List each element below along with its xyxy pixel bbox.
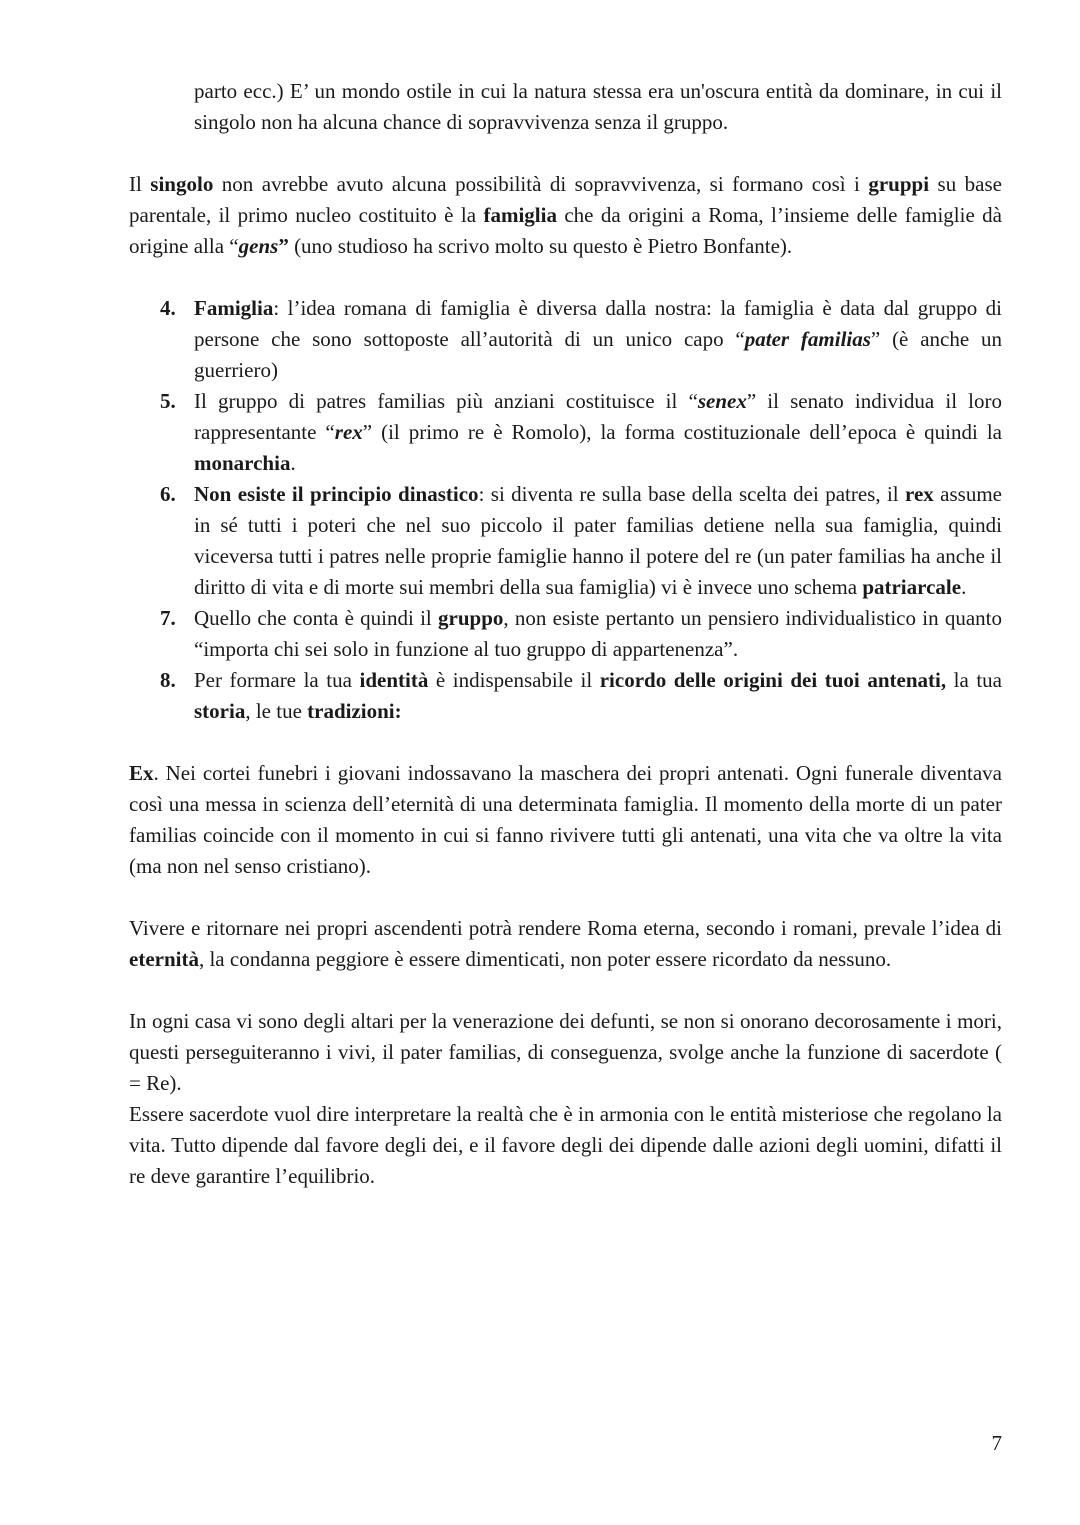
spacer: [129, 882, 1002, 913]
spacer: [129, 975, 1002, 1006]
page-number: 7: [991, 1431, 1002, 1455]
list-number: 8.: [160, 668, 176, 692]
paragraph-example: Ex. Nei cortei funebri i giovani indossavano la maschera dei propri antenati. Ogni funerale diventava così una messa in scienza dell’eternità di una determinata famiglia. Il momento della morte di un pater familias coincide con il momento in cui si fanno rivivere tutti gli antenati, una vita che va oltre la vita (ma non nel senso cristiano).: [129, 761, 1002, 878]
list-item-8: 8. Per formare la tua identità è indispensabile il ricordo delle origini dei tuoi antenati, la tua storia, le tue tradizioni:: [129, 665, 1002, 727]
paragraph-priest: Essere sacerdote vuol dire interpretare la realtà che è in armonia con le entità misteriose che regolano la vita. Tutto dipende dal favore degli dei, e il favore degli dei dipende dalle azioni degli uomini, difatti il re deve garantire l’equilibrio.: [129, 1102, 1002, 1188]
list-number: 4.: [160, 296, 176, 320]
document-page: [129, 76, 1002, 1192]
numbered-list: [129, 293, 1002, 727]
list-item-5: 5. Il gruppo di patres familias più anziani costituisce il “senex” il senato individua il loro rappresentante “rex” (il primo re è Romolo), la forma costituzionale dell’epoca è quindi la monarchia.: [129, 386, 1002, 479]
list-item-7: 7. Quello che conta è quindi il gruppo, non esiste pertanto un pensiero individualistico in quanto “importa chi sei solo in funzione al tuo gruppo di appartenenza”.: [129, 603, 1002, 665]
intro-paragraph: parto ecc.) E’ un mondo ostile in cui la natura stessa era un'oscura entità da dominare, in cui il singolo non ha alcuna chance di sopravvivenza senza il gruppo.: [194, 79, 1002, 134]
spacer: [129, 727, 1002, 758]
list-number: 6.: [160, 482, 176, 506]
list-item-4: 4. Famiglia: l’idea romana di famiglia è diversa dalla nostra: la famiglia è data dal gruppo di persone che sono sottoposte all’autorità di un unico capo “pater familias” (è anche un guerriero): [129, 293, 1002, 386]
paragraph-singolo: Il singolo non avrebbe avuto alcuna possibilità di sopravvivenza, si formano così i gruppi su base parentale, il primo nucleo costituito è la famiglia che da origini a Roma, l’insieme delle famiglie dà origine alla “gens” (uno studioso ha scrivo molto su questo è Pietro Bonfante).: [129, 172, 1002, 258]
list-number: 7.: [160, 606, 176, 630]
spacer: [129, 262, 1002, 293]
list-number: 5.: [160, 389, 176, 413]
paragraph-eternity: Vivere e ritornare nei propri ascendenti potrà rendere Roma eterna, secondo i romani, prevale l’idea di eternità, la condanna peggiore è essere dimenticati, non poter essere ricordato da nessuno.: [129, 916, 1002, 971]
paragraph-altars: In ogni casa vi sono degli altari per la venerazione dei defunti, se non si onorano decorosamente i mori, questi perseguiteranno i vivi, il pater familias, di conseguenza, svolge anche la funzione di sacerdote ( = Re).: [129, 1009, 1002, 1095]
spacer: [129, 138, 1002, 169]
list-item-6: 6. Non esiste il principio dinastico: si diventa re sulla base della scelta dei patres, il rex assume in sé tutti i poteri che nel suo piccolo il pater familias detiene nella sua famiglia, quindi viceversa tutti i patres nelle proprie famiglie hanno il potere del re (un pater familias ha anche il diritto di vita e di morte sui membri della sua famiglia) vi è invece uno schema patriarcale.: [129, 479, 1002, 603]
